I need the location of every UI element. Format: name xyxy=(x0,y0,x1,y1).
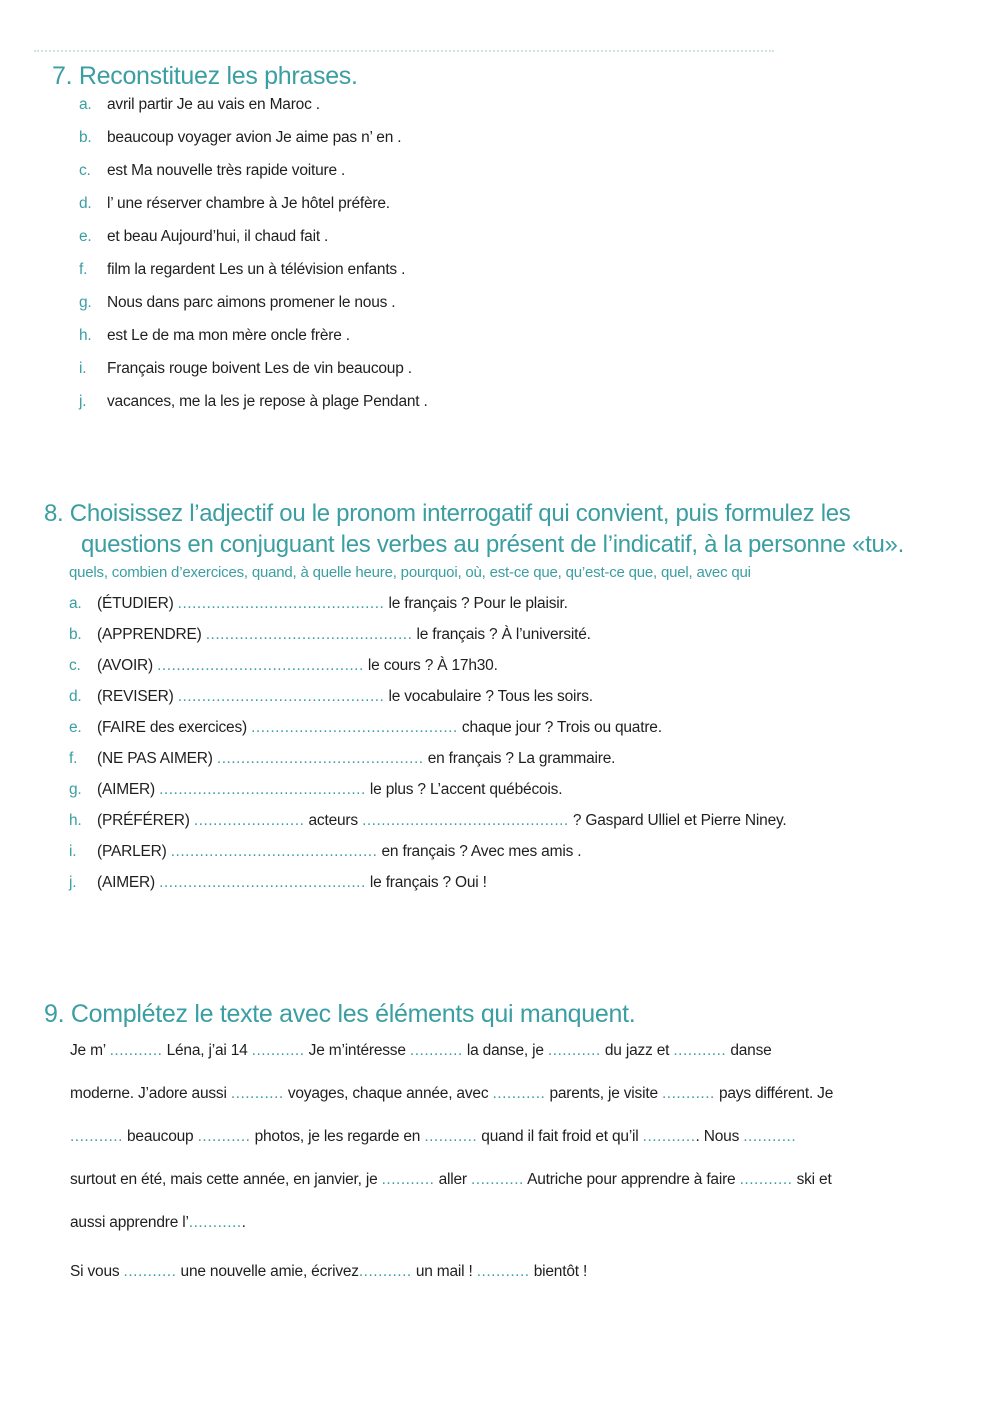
section-8-title-line-2: questions en conjuguant les verbes au présent de l’indicatif, à la personne «tu». xyxy=(81,531,904,558)
text-segment: photos, je les regarde en xyxy=(254,1128,421,1145)
list-item xyxy=(79,393,428,411)
list-item xyxy=(69,874,487,892)
text-segment: moderne. J’adore aussi xyxy=(70,1085,227,1102)
item-text: vacances, me la les je repose à plage Pendant . xyxy=(107,393,428,410)
item-text: film la regardent Les un à télévision enfants . xyxy=(107,261,406,278)
item-letter: b. xyxy=(79,129,92,146)
item-rest: le français ? Pour le plaisir. xyxy=(388,595,568,612)
answer-blank[interactable]: ........... xyxy=(188,1214,242,1231)
item-text: avril partir Je au vais en Maroc . xyxy=(107,96,320,113)
answer-blank[interactable]: ........... xyxy=(123,1263,177,1280)
item-text: est Le de ma mon mère oncle frère . xyxy=(107,327,350,344)
answer-blank[interactable]: ........................................... xyxy=(362,812,569,829)
text-segment: du jazz et xyxy=(604,1042,670,1059)
text-segment: aller xyxy=(438,1171,467,1188)
answer-blank[interactable]: ........................................... xyxy=(159,781,366,798)
text-segment: Autriche pour apprendre à faire xyxy=(527,1171,736,1188)
item-rest: en français ? Avec mes amis . xyxy=(381,843,582,860)
list-item xyxy=(79,327,350,345)
answer-blank[interactable]: ........... xyxy=(492,1085,546,1102)
item-letter: h. xyxy=(69,812,82,829)
list-item xyxy=(69,843,581,861)
text-segment: danse xyxy=(730,1042,772,1059)
paragraph-line-2 xyxy=(70,1085,833,1103)
answer-blank[interactable]: ........... xyxy=(547,1042,601,1059)
list-item xyxy=(79,228,328,246)
answer-blank[interactable]: ........... xyxy=(673,1042,727,1059)
item-text: est Ma nouvelle très rapide voiture . xyxy=(107,162,346,179)
item-letter: d. xyxy=(79,195,92,212)
answer-blank[interactable]: ........... xyxy=(70,1128,123,1145)
text-segment: Léna, j’ai 14 xyxy=(166,1042,248,1059)
paragraph-line-5 xyxy=(70,1214,246,1232)
section-9-title: 9. Complétez le texte avec les éléments qui manquent. xyxy=(44,1000,636,1028)
answer-blank[interactable]: ........................................... xyxy=(177,688,385,705)
section-7-title: 7. Reconstituez les phrases. xyxy=(52,62,358,90)
item-letter: e. xyxy=(79,228,92,245)
list-item xyxy=(69,750,615,768)
list-item xyxy=(69,626,591,644)
text-segment: bientôt ! xyxy=(533,1263,588,1280)
item-text: et beau Aujourd’hui, il chaud fait . xyxy=(107,228,329,245)
text-segment: Nous xyxy=(703,1128,740,1145)
word-bank-hint: quels, combien d’exercices, quand, à quelle heure, pourquoi, où, est-ce que, qu’est-ce que, quel, avec qui xyxy=(69,564,751,581)
item-rest: chaque jour ? Trois ou quatre. xyxy=(461,719,662,736)
answer-blank[interactable]: ........... xyxy=(197,1128,251,1145)
answer-blank[interactable]: ....................... xyxy=(193,812,305,829)
text-segment: Si vous xyxy=(70,1263,120,1280)
item-letter: j. xyxy=(69,874,77,891)
list-item xyxy=(79,129,401,147)
answer-blank[interactable]: ........... xyxy=(470,1171,524,1188)
item-verb: (ÉTUDIER) xyxy=(97,595,174,612)
list-item xyxy=(69,812,787,830)
item-letter: i. xyxy=(69,843,77,860)
item-verb: (REVISER) xyxy=(97,688,174,705)
text-segment: voyages, chaque année, avec xyxy=(287,1085,489,1102)
item-verb: (FAIRE des exercices) xyxy=(97,719,247,736)
item-rest: le français ? À l’université. xyxy=(416,626,591,643)
item-rest: le cours ? À 17h30. xyxy=(367,657,498,674)
list-item xyxy=(79,294,395,312)
answer-blank[interactable]: ........... xyxy=(109,1042,163,1059)
item-text: Français rouge boivent Les de vin beaucoup . xyxy=(107,360,412,377)
text-segment: Je m’intéresse xyxy=(308,1042,406,1059)
answer-blank[interactable]: ........................................... xyxy=(157,657,364,674)
item-letter: b. xyxy=(69,626,82,643)
answer-blank[interactable]: ........... xyxy=(381,1171,435,1188)
answer-blank[interactable]: ........... xyxy=(251,1042,305,1059)
item-verb: (AIMER) xyxy=(97,874,156,891)
text-segment: . xyxy=(695,1128,704,1145)
item-letter: f. xyxy=(69,750,78,767)
text-segment: quand il fait froid et qu’il xyxy=(481,1128,639,1145)
item-rest: le vocabulaire ? Tous les soirs. xyxy=(388,688,593,705)
item-rest: en français ? La grammaire. xyxy=(427,750,616,767)
item-letter: g. xyxy=(79,294,92,311)
item-text: Nous dans parc aimons promener le nous . xyxy=(107,294,396,311)
paragraph-line-3 xyxy=(70,1128,796,1146)
item-verb: (AIMER) xyxy=(97,781,156,798)
item-verb: (PRÉFÉRER) xyxy=(97,812,190,829)
item-letter: c. xyxy=(69,657,81,674)
item-verb: (NE PAS AIMER) xyxy=(97,750,213,767)
item-letter: a. xyxy=(69,595,82,612)
list-item xyxy=(69,781,562,799)
text-segment: un mail ! xyxy=(415,1263,473,1280)
answer-blank[interactable]: ........... xyxy=(661,1085,715,1102)
list-item xyxy=(69,657,498,675)
item-verb: (PARLER) xyxy=(97,843,167,860)
answer-blank[interactable]: ........................................... xyxy=(205,626,413,643)
item-rest: le français ? Oui ! xyxy=(369,874,487,891)
list-item xyxy=(79,360,412,378)
item-letter: h. xyxy=(79,327,92,344)
item-rest: ? Gaspard Ulliel et Pierre Niney. xyxy=(572,812,787,829)
item-letter: a. xyxy=(79,96,92,113)
paragraph-line-4 xyxy=(70,1171,832,1189)
item-mid: acteurs xyxy=(308,812,358,829)
list-item xyxy=(69,595,568,613)
item-letter: i. xyxy=(79,360,87,377)
answer-blank[interactable]: ........... xyxy=(230,1085,284,1102)
answer-blank[interactable]: ........... xyxy=(424,1128,478,1145)
top-dotted-rule xyxy=(34,50,774,56)
answer-blank[interactable]: ........... xyxy=(476,1263,530,1280)
item-verb: (AVOIR) xyxy=(97,657,154,674)
item-letter: c. xyxy=(79,162,91,179)
text-segment: ski et xyxy=(796,1171,832,1188)
text-segment: une nouvelle amie, écrivez xyxy=(180,1263,359,1280)
answer-blank[interactable]: ........................................... xyxy=(159,874,366,891)
list-item xyxy=(69,688,593,706)
answer-blank[interactable]: ........................................... xyxy=(177,595,385,612)
item-letter: j. xyxy=(79,393,87,410)
text-segment: Je m’ xyxy=(70,1042,106,1059)
paragraph-line-1 xyxy=(70,1042,772,1060)
item-letter: e. xyxy=(69,719,82,736)
answer-blank[interactable]: ........................................... xyxy=(251,719,458,736)
item-verb: (APPRENDRE) xyxy=(97,626,202,643)
item-letter: d. xyxy=(69,688,82,705)
list-item xyxy=(79,162,345,180)
paragraph-line-6 xyxy=(70,1263,587,1281)
item-letter: g. xyxy=(69,781,82,798)
answer-blank[interactable]: ........... xyxy=(739,1171,793,1188)
text-segment: beaucoup xyxy=(126,1128,194,1145)
text-segment: . xyxy=(241,1214,246,1231)
item-letter: f. xyxy=(79,261,88,278)
item-text: l’ une réserver chambre à Je hôtel préfère. xyxy=(107,195,390,212)
list-item xyxy=(79,96,320,114)
answer-blank[interactable]: ........... xyxy=(743,1128,797,1145)
list-item xyxy=(79,261,405,279)
answer-blank[interactable]: ........................................... xyxy=(170,843,378,860)
text-segment: surtout en été, mais cette année, en janvier, je xyxy=(70,1171,378,1188)
text-segment: la danse, je xyxy=(466,1042,544,1059)
text-segment: aussi apprendre l’ xyxy=(70,1214,189,1231)
text-segment: pays différent. Je xyxy=(718,1085,834,1102)
list-item xyxy=(79,195,390,213)
list-item xyxy=(69,719,662,737)
answer-blank[interactable]: ........................................... xyxy=(216,750,424,767)
item-rest: le plus ? L’accent québécois. xyxy=(369,781,563,798)
text-segment: parents, je visite xyxy=(549,1085,658,1102)
item-text: beaucoup voyager avion Je aime pas n’ en . xyxy=(107,129,402,146)
answer-blank[interactable]: ........... xyxy=(642,1128,696,1145)
answer-blank[interactable]: ........... xyxy=(409,1042,463,1059)
answer-blank[interactable]: ........... xyxy=(358,1263,412,1280)
section-8-title-line-1: 8. Choisissez l’adjectif ou le pronom interrogatif qui convient, puis formulez les xyxy=(44,500,851,527)
